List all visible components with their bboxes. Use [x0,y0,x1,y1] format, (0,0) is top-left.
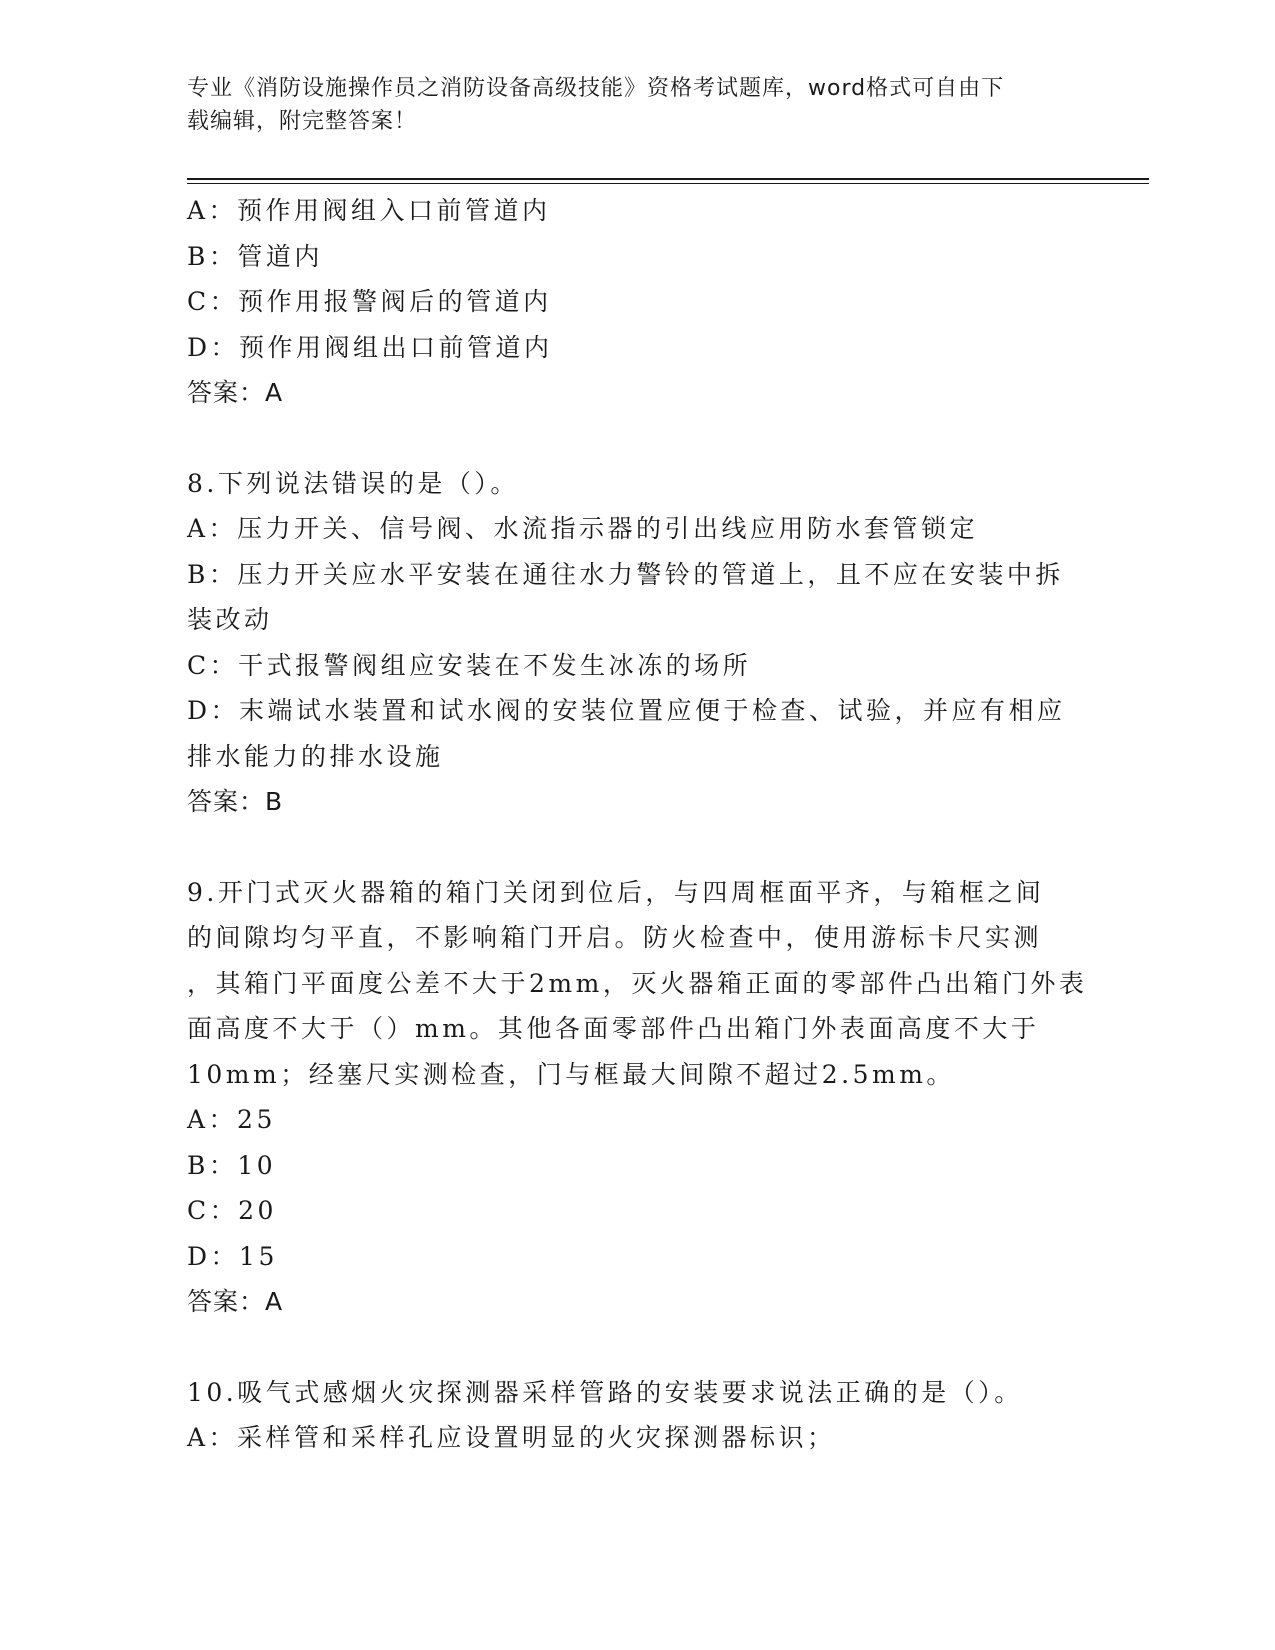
option-b-line-2: 装改动 [187,605,273,634]
spacer [187,416,1087,461]
option-d: D：15 [187,1241,278,1271]
spacer [187,1325,1087,1370]
spacer [187,825,1087,870]
header-line-2: 载编辑，附完整答案！ [187,109,418,134]
document-header [187,72,1067,138]
question-7-options [187,188,1087,416]
option-c: C：20 [187,1196,277,1225]
option-d-line-1: D：末端试水装置和试水阀的安装位置应便于检查、试验，并应有相应 [187,696,1066,725]
question-stem: 10.吸气式感烟火灾探测器采样管路的安装要求说法正确的是（）。 [187,1377,1023,1407]
option-b-line-1: B：压力开关应水平安装在通往水力警铃的管道上，且不应在安装中拆 [187,559,1064,589]
answer: 答案：A [187,1287,284,1316]
option-a: A：采样管和采样孔应设置明显的火灾探测器标识； [187,1423,836,1452]
document-body [187,188,1087,1461]
header-rule-thick [187,178,1149,180]
question-stem-line-1: 9.开门式灭火器箱的箱门关闭到位后，与四周框面平齐，与箱框之间 [187,877,1045,907]
option-d-line-2: 排水能力的排水设施 [187,741,444,771]
question-stem-line-4: 面高度不大于（）mm。其他各面零部件凸出箱门外表面高度不大于 [187,1014,1040,1043]
question-stem-line-3: ，其箱门平面度公差不大于2mm，灭火器箱正面的零部件凸出箱门外表 [187,968,1088,998]
option-a: A：25 [187,1105,276,1134]
option-c: C：预作用报警阀后的管道内 [187,287,552,316]
question-stem-line-5: 10mm；经塞尺实测检查，门与框最大间隙不超过2.5mm。 [187,1059,955,1089]
option-b: B：管道内 [187,241,323,271]
option-b: B：10 [187,1150,277,1180]
header-line-1: 专业《消防设施操作员之消防设备高级技能》资格考试题库，word格式可自由下 [187,76,1005,101]
option-a: A：预作用阀组入口前管道内 [187,196,551,225]
answer: 答案：B [187,787,284,816]
question-stem-line-2: 的间隙均匀平直，不影响箱门开启。防火检查中，使用游标卡尺实测 [187,923,1043,952]
option-c: C：干式报警阀组应安装在不发生冰冻的场所 [187,650,752,680]
question-10 [187,1370,1087,1461]
header-rule-thin [187,183,1149,184]
question-stem: 8.下列说法错误的是（）。 [187,468,519,498]
answer: 答案：A [187,378,284,407]
question-8 [187,461,1087,825]
option-a: A：压力开关、信号阀、水流指示器的引出线应用防水套管锁定 [187,514,979,543]
question-9 [187,870,1087,1325]
option-d: D：预作用阀组出口前管道内 [187,332,553,362]
